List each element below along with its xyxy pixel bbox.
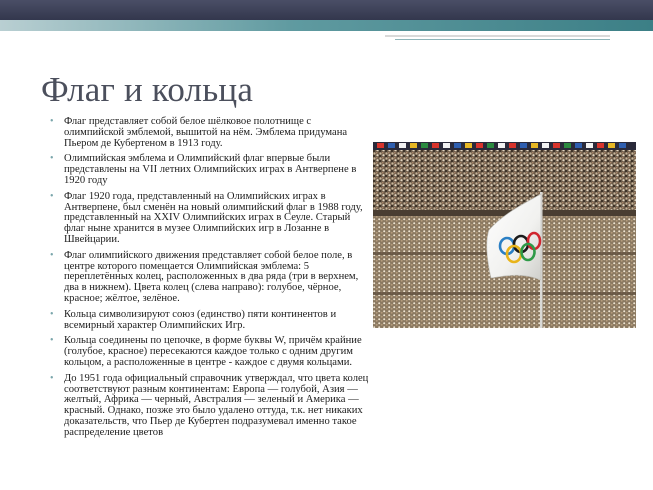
bullet-dot-icon: • — [50, 190, 54, 202]
bullet-item — [50, 336, 370, 368]
bullet-dot-icon: • — [50, 153, 54, 165]
header-bar — [0, 0, 653, 20]
bullet-list — [50, 117, 370, 444]
accent-line — [395, 39, 610, 40]
bullet-dot-icon: • — [50, 116, 54, 127]
bullet-item — [50, 117, 370, 149]
bullet-dot-icon: • — [50, 372, 54, 384]
crowd-upper — [373, 150, 636, 210]
bullet-text: Кольца соединены по цепочке, в форме буквы W, причём крайние (голубое, красное) пересекаются каждое только с одним другим кольцом, а расположенные в центре - каждое с двумя кольцами. — [64, 335, 362, 368]
bullet-item — [50, 374, 370, 439]
accent-line — [385, 35, 610, 37]
bullet-dot-icon: • — [50, 335, 54, 347]
bullet-text: Олимпийская эмблема и Олимпийский флаг впервые были представлены на VII летних Олимпийских играх в Антверпене в 1920 году — [64, 153, 357, 186]
bullet-text: Флаг представляет собой белое шёлковое полотнище с олимпийской эмблемой, вышитой на нём. Эмблема придумана Пьером де Кубертеном в 1913 году. — [64, 116, 348, 149]
bullet-item — [50, 192, 370, 246]
olympic-flag-photo — [373, 142, 636, 328]
national-flags — [377, 143, 626, 148]
olympic-flag-stadium-photo-icon — [373, 142, 636, 328]
bullet-dot-icon: • — [50, 308, 54, 320]
bullet-item — [50, 251, 370, 305]
bullet-item — [50, 310, 370, 332]
accent-bar — [0, 20, 653, 31]
bullet-text: Флаг 1920 года, представленный на Олимпийских играх в Антверпене, был сменён на новый олимпийский флаг в 1988 году, представленный на XXIV Олимпийских играх в Сеуле. Старый флаг ныне хранится в музее Олимпийских игр в Лозанне в Швейцарии. — [64, 190, 363, 245]
bullet-text: До 1951 года официальный справочник утверждал, что цвета колец соответствуют разным континентам: Европа — голубой, Азия — желтый, Африка — черный, Австралия — зеленый и Америка — красный. Однако, позже это было удалено оттуда, т.к. нет никаких доказательств, что Пьер де Кубертен подразумевал именно такое распределение цветов — [64, 372, 369, 438]
bullet-text: Флаг олимпийского движения представляет собой белое поле, в центре которого помещается Олимпийская эмблема: 5 переплетённых колец, расположенных в два ряда (три в верхнем, два в нижнем). Цвета колец (слева направо): голубое, чёрное, красное; жёлтое, зелёное. — [64, 249, 359, 304]
slide-title: Флаг и кольца — [41, 70, 254, 109]
bullet-dot-icon: • — [50, 249, 54, 261]
bullet-text: Кольца символизируют союз (единство) пяти континентов и всемирный характер Олимпийских Игр. — [64, 308, 337, 331]
bullet-item — [50, 154, 370, 186]
